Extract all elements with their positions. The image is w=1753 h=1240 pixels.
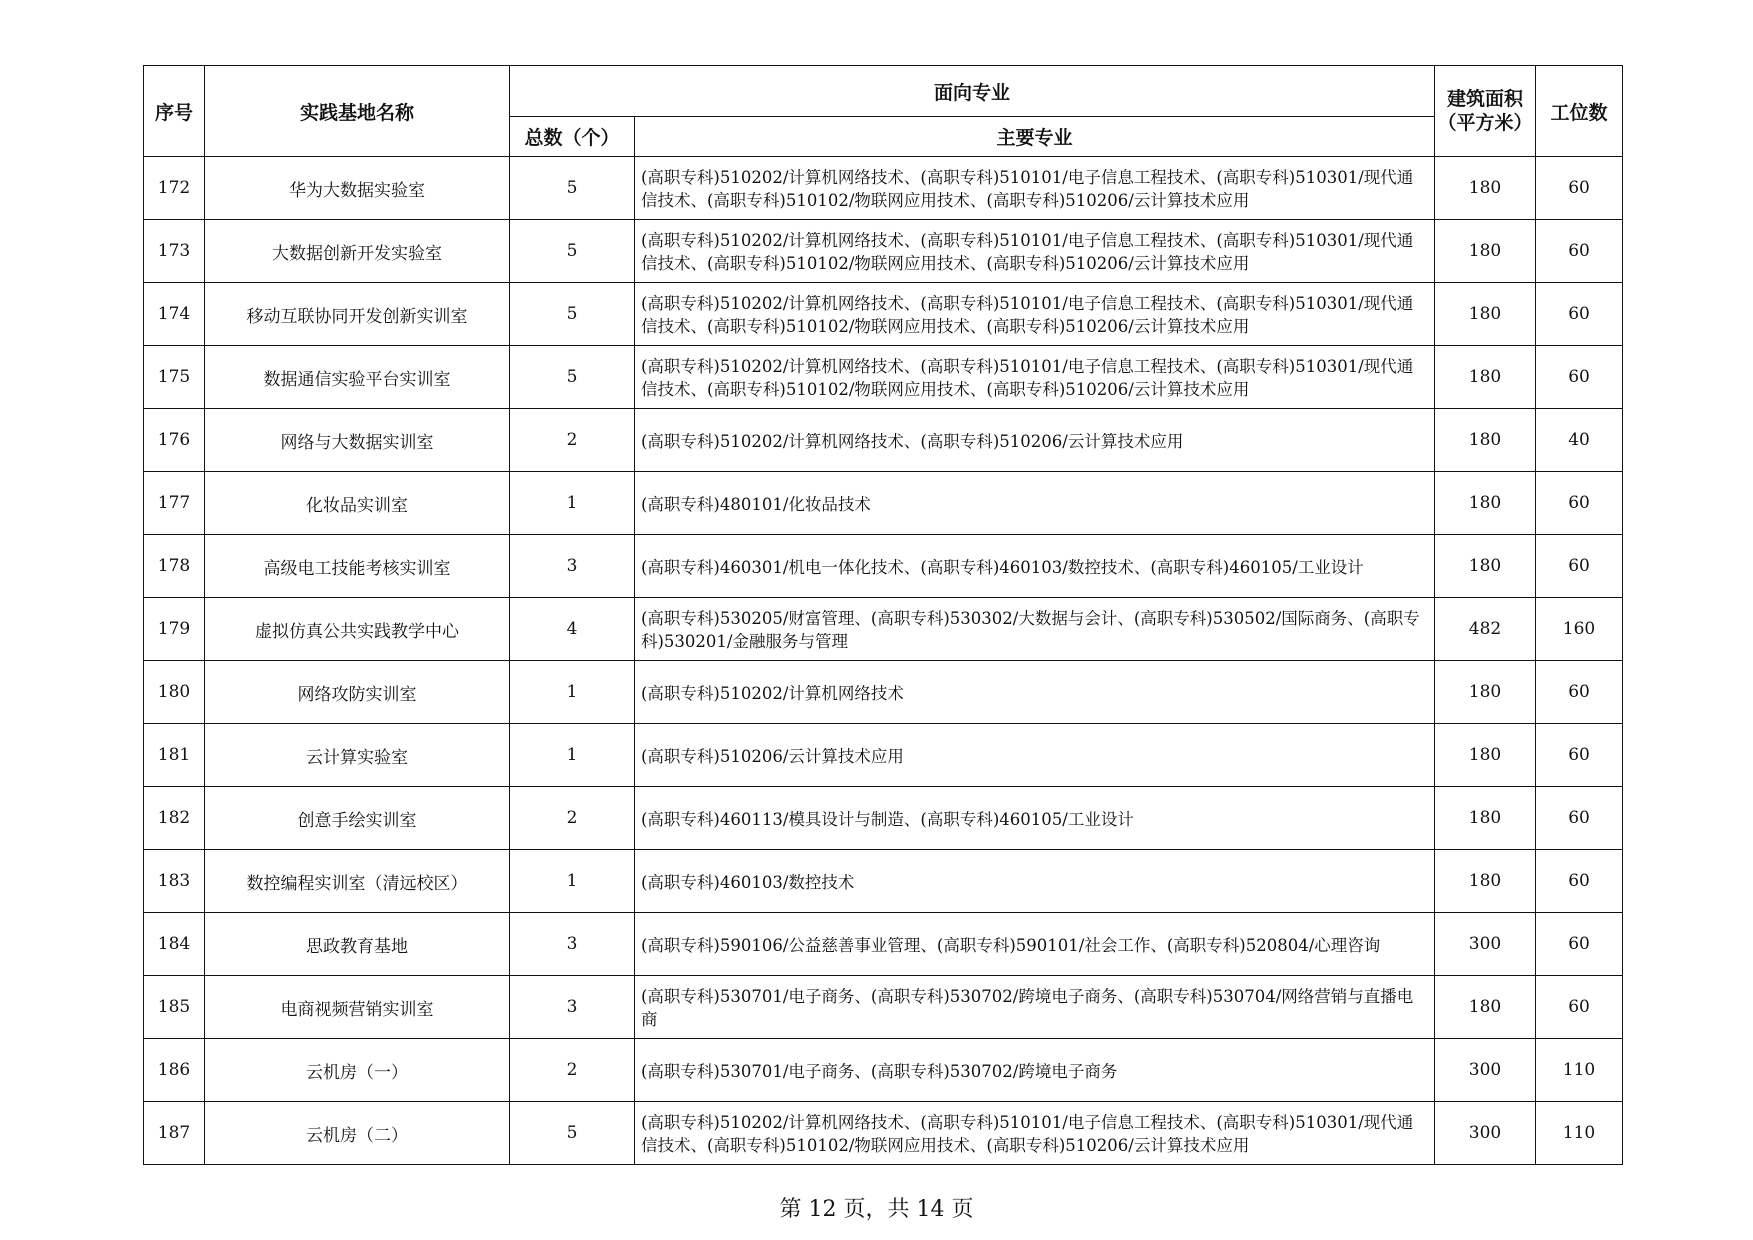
cell-total: 2: [510, 1039, 635, 1102]
majors-text: (高职专科)510202/计算机网络技术、(高职专科)510101/电子信息工程技术、(高职专科)510301/现代通信技术、(高职专科)510102/物联网应用技术、(高职专科)510206/云计算技术应用: [641, 294, 1414, 336]
cell-seq: 184: [144, 913, 205, 976]
cell-total: 5: [510, 283, 635, 346]
cell-majors: [635, 409, 1435, 472]
cell-seq: 173: [144, 220, 205, 283]
majors-text: (高职专科)510202/计算机网络技术、(高职专科)510101/电子信息工程技术、(高职专科)510301/现代通信技术、(高职专科)510102/物联网应用技术、(高职专科)510206/云计算技术应用: [641, 231, 1414, 273]
majors-text: (高职专科)510202/计算机网络技术、(高职专科)510101/电子信息工程技术、(高职专科)510301/现代通信技术、(高职专科)510102/物联网应用技术、(高职专科)510206/云计算技术应用: [641, 1113, 1414, 1155]
majors-text: (高职专科)460113/模具设计与制造、(高职专科)460105/工业设计: [641, 809, 1134, 829]
majors-text: (高职专科)510206/云计算技术应用: [641, 746, 904, 766]
cell-majors: [635, 472, 1435, 535]
table-row: [144, 535, 1623, 598]
cell-name: 华为大数据实验室: [205, 157, 510, 220]
cell-majors: [635, 787, 1435, 850]
cell-stations: 60: [1536, 661, 1623, 724]
cell-stations: 110: [1536, 1102, 1623, 1165]
cell-area: 180: [1435, 661, 1536, 724]
table-row: [144, 850, 1623, 913]
cell-area: 180: [1435, 850, 1536, 913]
cell-seq: 172: [144, 157, 205, 220]
table-row: [144, 409, 1623, 472]
cell-name: 大数据创新开发实验室: [205, 220, 510, 283]
cell-name: 云机房（二）: [205, 1102, 510, 1165]
header-name: 实践基地名称: [205, 66, 510, 157]
header-majors-group: 面向专业: [510, 66, 1435, 117]
cell-name: 电商视频营销实训室: [205, 976, 510, 1039]
cell-stations: 60: [1536, 157, 1623, 220]
cell-total: 4: [510, 598, 635, 661]
cell-total: 1: [510, 850, 635, 913]
cell-stations: 60: [1536, 472, 1623, 535]
cell-total: 1: [510, 724, 635, 787]
header-seq: 序号: [144, 66, 205, 157]
cell-majors: [635, 535, 1435, 598]
cell-area: 300: [1435, 913, 1536, 976]
majors-text: (高职专科)510202/计算机网络技术、(高职专科)510101/电子信息工程技术、(高职专科)510301/现代通信技术、(高职专科)510102/物联网应用技术、(高职专科)510206/云计算技术应用: [641, 168, 1414, 210]
cell-area: 180: [1435, 976, 1536, 1039]
majors-text: (高职专科)530205/财富管理、(高职专科)530302/大数据与会计、(高职专科)530502/国际商务、(高职专科)530201/金融服务与管理: [641, 609, 1420, 651]
cell-name: 思政教育基地: [205, 913, 510, 976]
cell-total: 2: [510, 409, 635, 472]
majors-text: (高职专科)510202/计算机网络技术: [641, 683, 904, 703]
cell-seq: 179: [144, 598, 205, 661]
page-footer: 第 12 页，共 14 页: [779, 1197, 974, 1222]
cell-area: 300: [1435, 1039, 1536, 1102]
cell-majors: [635, 283, 1435, 346]
cell-name: 网络与大数据实训室: [205, 409, 510, 472]
cell-area: 180: [1435, 346, 1536, 409]
table-row: [144, 724, 1623, 787]
cell-total: 5: [510, 220, 635, 283]
header-stations: 工位数: [1536, 66, 1623, 157]
cell-stations: 60: [1536, 787, 1623, 850]
cell-area: 180: [1435, 157, 1536, 220]
cell-name: 虚拟仿真公共实践教学中心: [205, 598, 510, 661]
cell-total: 3: [510, 535, 635, 598]
cell-area: 180: [1435, 787, 1536, 850]
cell-name: 高级电工技能考核实训室: [205, 535, 510, 598]
cell-total: 5: [510, 346, 635, 409]
cell-total: 5: [510, 1102, 635, 1165]
header-area: 建筑面积（平方米）: [1435, 66, 1536, 157]
cell-seq: 180: [144, 661, 205, 724]
cell-seq: 186: [144, 1039, 205, 1102]
table-row: [144, 1039, 1623, 1102]
table-row: [144, 787, 1623, 850]
cell-area: 300: [1435, 1102, 1536, 1165]
header-total: 总数（个）: [510, 117, 635, 157]
table-header: [144, 66, 1623, 157]
majors-text: (高职专科)530701/电子商务、(高职专科)530702/跨境电子商务: [641, 1061, 1118, 1081]
cell-name: 网络攻防实训室: [205, 661, 510, 724]
cell-name: 创意手绘实训室: [205, 787, 510, 850]
table-row: [144, 1102, 1623, 1165]
cell-seq: 177: [144, 472, 205, 535]
cell-seq: 174: [144, 283, 205, 346]
table-row: [144, 346, 1623, 409]
header-main-majors: 主要专业: [635, 117, 1435, 157]
cell-area: 180: [1435, 220, 1536, 283]
cell-stations: 60: [1536, 913, 1623, 976]
majors-text: (高职专科)480101/化妆品技术: [641, 494, 871, 514]
cell-stations: 60: [1536, 535, 1623, 598]
cell-stations: 110: [1536, 1039, 1623, 1102]
cell-stations: 40: [1536, 409, 1623, 472]
cell-seq: 185: [144, 976, 205, 1039]
cell-majors: [635, 913, 1435, 976]
cell-name: 云计算实验室: [205, 724, 510, 787]
cell-stations: 60: [1536, 850, 1623, 913]
cell-seq: 178: [144, 535, 205, 598]
cell-area: 180: [1435, 409, 1536, 472]
cell-total: 2: [510, 787, 635, 850]
cell-majors: [635, 1102, 1435, 1165]
cell-seq: 181: [144, 724, 205, 787]
cell-seq: 182: [144, 787, 205, 850]
cell-stations: 60: [1536, 724, 1623, 787]
cell-stations: 60: [1536, 976, 1623, 1039]
practice-base-table: [143, 65, 1623, 1165]
cell-name: 云机房（一）: [205, 1039, 510, 1102]
table-row: [144, 976, 1623, 1039]
cell-majors: [635, 598, 1435, 661]
table-row: [144, 220, 1623, 283]
cell-name: 数控编程实训室（清远校区）: [205, 850, 510, 913]
cell-majors: [635, 220, 1435, 283]
cell-seq: 183: [144, 850, 205, 913]
majors-text: (高职专科)510202/计算机网络技术、(高职专科)510206/云计算技术应用: [641, 431, 1184, 451]
cell-stations: 60: [1536, 283, 1623, 346]
cell-stations: 160: [1536, 598, 1623, 661]
cell-area: 180: [1435, 283, 1536, 346]
majors-text: (高职专科)590106/公益慈善事业管理、(高职专科)590101/社会工作、(高职专科)520804/心理咨询: [641, 935, 1381, 955]
cell-name: 数据通信实验平台实训室: [205, 346, 510, 409]
cell-majors: [635, 346, 1435, 409]
cell-stations: 60: [1536, 346, 1623, 409]
cell-majors: [635, 724, 1435, 787]
cell-area: 180: [1435, 472, 1536, 535]
cell-majors: [635, 1039, 1435, 1102]
cell-majors: [635, 157, 1435, 220]
table-row: [144, 283, 1623, 346]
cell-total: 1: [510, 661, 635, 724]
cell-majors: [635, 661, 1435, 724]
table-row: [144, 661, 1623, 724]
table-row: [144, 913, 1623, 976]
cell-area: 482: [1435, 598, 1536, 661]
cell-majors: [635, 850, 1435, 913]
cell-majors: [635, 976, 1435, 1039]
cell-seq: 176: [144, 409, 205, 472]
table-body: [144, 157, 1623, 1165]
cell-total: 3: [510, 913, 635, 976]
majors-text: (高职专科)460103/数控技术: [641, 872, 855, 892]
majors-text: (高职专科)530701/电子商务、(高职专科)530702/跨境电子商务、(高职专科)530704/网络营销与直播电商: [641, 987, 1414, 1029]
majors-text: (高职专科)510202/计算机网络技术、(高职专科)510101/电子信息工程技术、(高职专科)510301/现代通信技术、(高职专科)510102/物联网应用技术、(高职专科)510206/云计算技术应用: [641, 357, 1414, 399]
cell-name: 化妆品实训室: [205, 472, 510, 535]
cell-seq: 175: [144, 346, 205, 409]
table-row: [144, 157, 1623, 220]
majors-text: (高职专科)460301/机电一体化技术、(高职专科)460103/数控技术、(高职专科)460105/工业设计: [641, 557, 1364, 577]
table-row: [144, 472, 1623, 535]
cell-area: 180: [1435, 535, 1536, 598]
cell-seq: 187: [144, 1102, 205, 1165]
cell-area: 180: [1435, 724, 1536, 787]
cell-total: 3: [510, 976, 635, 1039]
cell-stations: 60: [1536, 220, 1623, 283]
cell-total: 5: [510, 157, 635, 220]
cell-name: 移动互联协同开发创新实训室: [205, 283, 510, 346]
cell-total: 1: [510, 472, 635, 535]
table-row: [144, 598, 1623, 661]
